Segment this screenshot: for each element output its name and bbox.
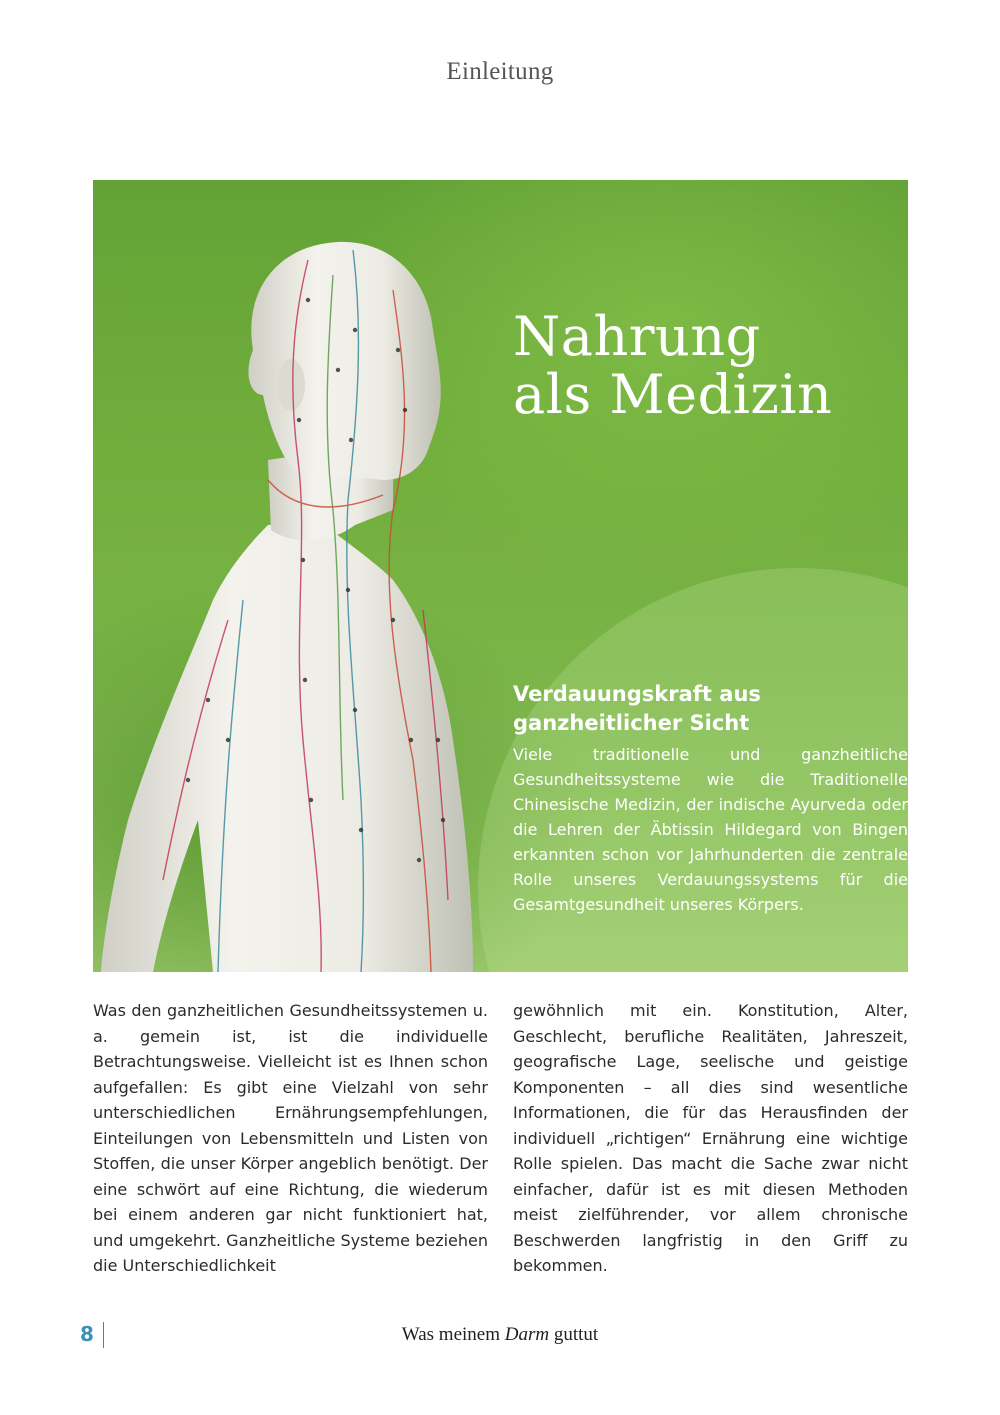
body-column-left: Was den ganzheitlichen Gesundheitssystemen u. a. gemein ist, ist die individuelle Betrachtungsweise. Vielleicht ist es Ihnen schon aufgefallen: Es gibt eine Vielzahl von sehr unterschiedlichen Ernährungsempfehlungen, Einteilungen von Lebensmitteln und Listen von Stoffen, die unser Körper angeblich benötigt. Der eine schwört auf eine Richtung, die wiederum bei einem anderen gar nicht funktioniert hat, und umgekehrt. Ganzheitliche Systeme beziehen die Unterschiedlichkeit: [93, 1001, 488, 1275]
hero-infobox: [513, 680, 908, 917]
hero-infobox-text: Viele traditionelle und ganzheitliche Gesundheitssysteme wie die Traditionelle Chinesische Medizin, der indische Ayurveda oder die Lehren der Äbtissin Hildegard von Bingen erkannten schon vor Jahrhunderten die zentrale Rolle unseres Verdauungssystems für die Gesamtgesundheit unseres Körpers.: [513, 745, 908, 914]
footer-book-title: [0, 1324, 1000, 1346]
footer-title-italic: Darm: [504, 1324, 550, 1345]
body-column-right: gewöhnlich mit ein. Konstitution, Alter, Geschlecht, berufliche Realitäten, Jahreszeit, geografische Lage, seelische und geistige Komponenten – all dies sind wesentliche Informationen, die für das Herausfinden der individuell „richtigen“ Ernährung eine wichtige Rolle spielen. Das macht die Sache zwar nicht einfacher, dafür ist es mit diesen Methoden meist zielführender, vor allem chronische Beschwerden langfristig in den Griff zu bekommen.: [513, 1001, 908, 1275]
page-number: 8: [80, 1322, 94, 1346]
hero-infobox-heading: Verdauungskraft aus ganzheitlicher Sicht: [513, 682, 761, 735]
running-head: Einleitung: [446, 58, 554, 85]
footer-title-after: guttut: [553, 1324, 599, 1345]
hero-title: Nahrung als Medizin: [513, 305, 833, 426]
hero-image: [93, 180, 908, 972]
footer-title-before: Was meinem: [401, 1324, 500, 1345]
